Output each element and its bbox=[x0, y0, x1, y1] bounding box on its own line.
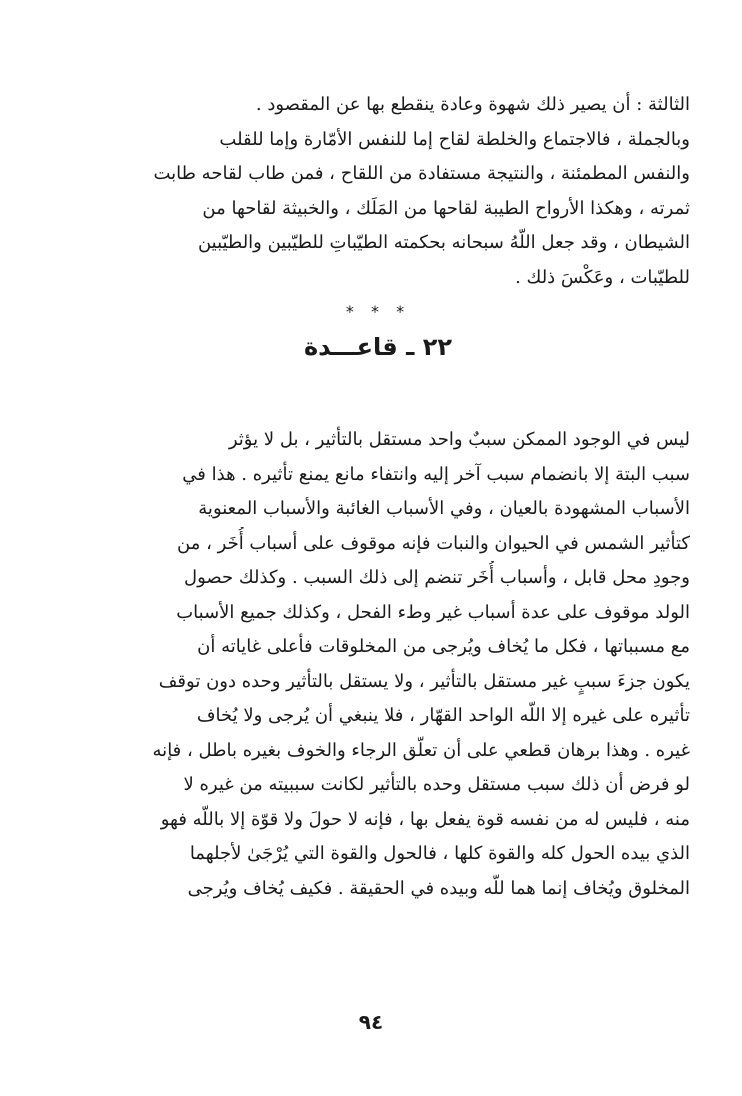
text-line: كتأثير الشمس في الحيوان والنبات فإنه موقوف على أسباب أُخَر ، من bbox=[177, 532, 690, 554]
previous-section-text bbox=[66, 88, 690, 295]
text-line: ليس في الوجود الممكن سببٌ واحد مستقل بالتأثير ، بل لا يؤثر bbox=[228, 429, 690, 450]
text-line: الشيطان ، وقد جعل اللّهُ سبحانه بحكمته الطيّباتِ للطيّبين والطيّبين bbox=[197, 232, 690, 253]
text-line: الولد موقوف على عدة أسباب غير وطء الفحل ، وكذلك جميع الأسباب bbox=[176, 601, 690, 623]
text-line: مع مسبباتها ، فكل ما يُخاف ويُرجى من المخلوقات فأعلى غاياته أن bbox=[197, 636, 690, 657]
page-number: ٩٤ bbox=[358, 1010, 384, 1034]
text-line: تأثيره على غيره إلا اللّه الواحد القهّار ، فلا ينبغي أن يُرجى ولا يُخاف bbox=[196, 705, 690, 726]
section-heading: ٢٢ ـ قاعـــدة bbox=[304, 333, 452, 361]
text-line: المخلوق ويُخاف إنما هما للّه وبيده في الحقيقة . فكيف يُخاف ويُرجى bbox=[187, 877, 690, 899]
text-line: غيره . وهذا برهان قطعي على أن تعلّق الرجاء والخوف بغيره باطل ، فإنه bbox=[152, 739, 690, 761]
text-line: وجودِ محل قابل ، وأسباب أُخَر تنضم إلى ذلك السبب . وكذلك حصول bbox=[184, 567, 690, 588]
text-line: ثمرته ، وهكذا الأرواح الطيبة لقاحها من المَلَك ، والخبيثة لقاحها من bbox=[202, 197, 690, 219]
text-line: الذي بيده الحول كله والقوة كلها ، فالحول والقوة التي يُرْجَىٰ لأجلهما bbox=[189, 843, 690, 864]
heading-spacer bbox=[66, 371, 690, 423]
text-line: الأسباب المشهودة بالعيان ، وفي الأسباب الغائبة والأسباب المعنوية bbox=[198, 498, 690, 519]
text-line: لو فرض أن ذلك سبب مستقل وحده بالتأثير لكانت سببيته من غيره لا bbox=[183, 774, 690, 795]
section-divider: * * * bbox=[345, 302, 411, 321]
page-body bbox=[66, 88, 690, 906]
text-line: منه ، فليس له من نفسه قوة يفعل بها ، فإنه لا حولَ ولا قوّة إلا باللّه فهو bbox=[160, 808, 690, 830]
text-line: الثالثة : أن يصير ذلك شهوة وعادة ينقطع بها عن المقصود . bbox=[255, 94, 690, 115]
text-line: للطيّبات ، وعَكْسَ ذلك . bbox=[515, 266, 690, 288]
text-line: وبالجملة ، فالاجتماع والخلطة لقاح إما للنفس الأمّارة وإما للقلب bbox=[219, 128, 690, 150]
text-line: والنفس المطمئنة ، والنتيجة مستفادة من اللقاح ، فمن طاب لقاحه طابت bbox=[153, 163, 690, 184]
text-line: سبب البتة إلا بانضمام سبب آخر إليه وانتفاء مانع يمنع تأثيره . هذا في bbox=[182, 463, 690, 485]
text-line: يكون جزءَ سببٍ غير مستقل بالتأثير ، ولا يستقل بالتأثير وحده دون توقف bbox=[158, 670, 690, 692]
main-section-text bbox=[66, 423, 690, 906]
